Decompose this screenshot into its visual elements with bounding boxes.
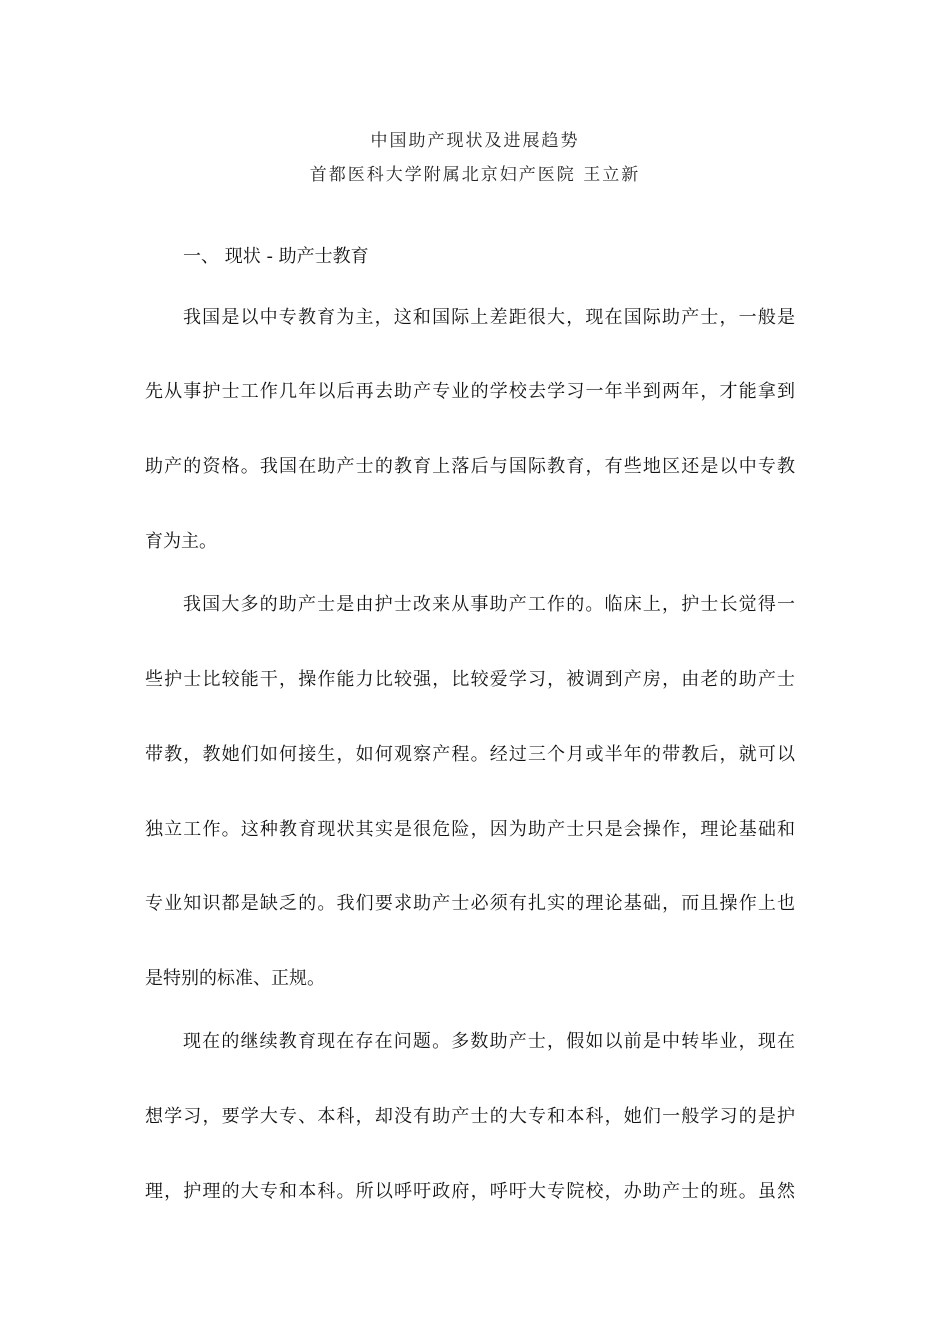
section-heading: 一、 现状 - 助产士教育	[183, 246, 369, 267]
paragraph-line: 带教，教她们如何接生，如何观察产程。经过三个月或半年的带教后，就可以	[145, 744, 795, 765]
paragraph-line: 专业知识都是缺乏的。我们要求助产士必须有扎实的理论基础，而且操作上也	[145, 893, 795, 914]
author-line: 首都医科大学附属北京妇产医院 王立新	[309, 165, 641, 185]
paragraph-line: 育为主。	[145, 531, 217, 552]
paragraph-line: 想学习，要学大专、本科，却没有助产士的大专和本科，她们一般学习的是护	[145, 1106, 795, 1127]
paragraph-line: 些护士比较能干，操作能力比较强，比较爱学习，被调到产房，由老的助产士	[145, 669, 795, 690]
paragraph-line: 独立工作。这种教育现状其实是很危险，因为助产士只是会操作，理论基础和	[145, 819, 795, 840]
paragraph-line: 我国大多的助产士是由护士改来从事助产工作的。临床上，护士长觉得一	[183, 594, 795, 615]
document-title: 中国助产现状及进展趋势	[370, 131, 580, 151]
paragraph-line: 我国是以中专教育为主，这和国际上差距很大，现在国际助产士，一般是	[183, 307, 795, 328]
paragraph-line: 理，护理的大专和本科。所以呼吁政府，呼吁大专院校，办助产士的班。虽然	[145, 1181, 795, 1202]
paragraph-line: 现在的继续教育现在存在问题。多数助产士，假如以前是中转毕业，现在	[183, 1031, 795, 1052]
paragraph-line: 先从事护士工作几年以后再去助产专业的学校去学习一年半到两年，才能拿到	[145, 381, 795, 402]
paragraph-line: 助产的资格。我国在助产士的教育上落后与国际教育，有些地区还是以中专教	[145, 456, 795, 477]
paragraph-line: 是特别的标准、正规。	[145, 968, 325, 989]
